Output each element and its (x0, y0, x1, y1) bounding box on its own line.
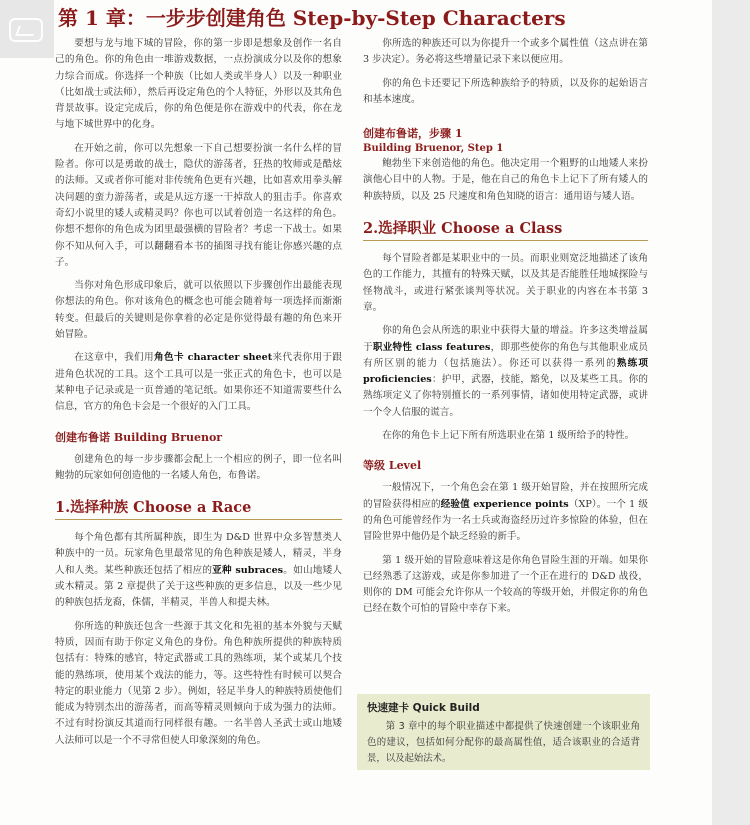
heading-building-bruenor: 创建布鲁诺 Building Bruenor (55, 430, 223, 444)
right-column (363, 36, 648, 625)
class-paragraph-2 (363, 323, 648, 421)
intro-paragraph-1: 要想与龙与地下城的冒险，你的第一步即是想象及创作一名自己的角色。你的角色由一堆游戏数据，一点扮演成分以及你的想象力综合而成。你选择一个种族（比如人类或半身人）以及一种职业（比如战士或法师），然后再设定角色的个人特征，外形以及其角色背景故事。设定完成后，你的角色便是你在游戏中的代表，你在龙与地下城世界中的化身。 (55, 38, 342, 131)
intro-paragraph-4-start: 在这章中，我们用 (74, 352, 155, 364)
heading-level: 等级 Level (363, 459, 422, 473)
level-paragraph-1 (363, 480, 648, 545)
heading-building-step1-en: Building Bruenor, Step 1 (363, 143, 504, 155)
race-paragraph-1-end: 。如山地矮人或木精灵。第 2 章提供了关于这些种族的更多信息，以及一些少见的种族包括龙裔，侏儒，半精灵，半兽人和提夫林。 (55, 564, 343, 609)
class-paragraph-1: 每个冒险者都是某职业中的一员。而职业则宽泛地描述了该角色的工作能力，其擅有的特殊天赋，以及其是否能胜任地城探险与怪物战斗，或进行紧张谈判等状况。关于职业的内容在本书第 3 章。 (363, 253, 648, 313)
heading-building-step1 (363, 126, 648, 156)
step1-paragraph: 鲍勃坐下来创造他的角色。他决定用一个粗野的山地矮人来扮演他心目中的人物。于是，他在自己的角色卡上记下了所有矮人的种族特质，以及 25 尺速度和角色知晓的语言：通用语与矮人语。 (363, 158, 648, 202)
race-paragraph-2: 你所选的种族还包含一些源于其文化和先祖的基本外貌与天赋特质，因而有助于你定义角色的身份。角色种族所提供的种族特质包括有：特殊的感官，特定武器或工具的熟练项，某个或某几个技能的熟练项，使用某个戏法的能力，等。这些特性有时候可以契合特定的职业能力（见第 2 步）。例如，轻足半身人的种族特质使他们能成为特别杰出的游荡者，而高等精灵则倾向于成为强力的法师。不过有时扮演反其道而行同样很有趣。一名半兽人圣武士或山地矮人法师可以是一个不寻常但使人印象深刻的角色。 (55, 620, 342, 746)
term-character-sheet: 角色卡 character sheet (154, 352, 273, 364)
level-paragraph-2: 第 1 级开始的冒险意味着这是你角色冒险生涯的开端。如果你已经熟悉了这游戏，或是你参加进了一个正在进行的 D&D 战役，则你的 DM 可能会允许你从一个较高的等级开始，并假定你的角色已经在数个可怕的冒险中幸存下来。 (363, 554, 648, 615)
term-proficiencies: 熟练项 proficiencies (363, 357, 649, 386)
class-paragraph-2-a: 你的角色会从所选的职业中获得大量的增益。许多这类增益属于 (363, 325, 648, 353)
term-experience-points: 经验值 experience points (440, 498, 569, 510)
class-paragraph-2-b: ，即那些使你的角色与其他职业成员有所区别的能力（包括施法）。你还可以获得一系列的 (363, 341, 649, 369)
level-paragraph-1-a: 一般情况下，一个角色会在第 1 级开始冒险，并在按照所完成的冒险获得相应的 (363, 482, 648, 510)
race-paragraph-3: 你所选的种族还可以为你提升一个或多个属性值（这点讲在第 3 步决定）。务必将这些增量记录下来以便应用。 (363, 38, 648, 66)
video-player-corner-overlay (0, 0, 54, 58)
class-paragraph-2-c: ：护甲，武器，技能，豁免，以及某些工具。你的熟练项定义了你特别擅长的一系列事情，诸如使用特定武器，或讲一个令人信服的谎言。 (363, 374, 648, 418)
intro-paragraph-3: 当你对角色形成印象后，就可以依照以下步骤创作出最能表现你想法的角色。你对该角色的概念也可能会随着每一项选择而渐渐转变。但最后的关键则是你拿着的必定是你觉得最有趣的角色来开始冒险。 (55, 280, 342, 341)
quick-build-sidebar (357, 694, 650, 770)
race-paragraph-1 (55, 530, 342, 611)
intro-paragraph-4 (55, 350, 342, 415)
chapter-title: 第 1 章：一步步创建角色 Step-by-Step Characters (58, 6, 566, 30)
intro-paragraph-4-end: 来代表你用于跟进角色状况的工具。这个工具可以是一张正式的角色卡，也可以是某种电子记录或是一页普通的笔记纸。如果你还不知道需要些什么信息，官方的角色卡会是一个很好的入门工具。 (55, 352, 343, 413)
term-subraces: 亚种 subraces (212, 564, 284, 576)
video-icon (9, 18, 43, 42)
quick-build-text: 第 3 章中的每个职业描述中都提供了快速创建一个该职业角色的建议，包括如何分配你的最高属性值，适合该职业的合适背景，以及起始法术。 (367, 721, 640, 764)
left-column (55, 36, 342, 756)
term-class-features: 职业特性 class features (372, 341, 491, 353)
intro-paragraph-2: 在开始之前，你可以先想象一下自己想要扮演一名什么样的冒险者。你可以是勇敢的战士，隐伏的游荡者，狂热的牧师或是酷炫的法师。又或者你可能对非传统角色更有兴趣，比如喜欢用拳头解决问题的蛮力游荡者，或是从远方逐一干掉敌人的狙击手。你喜欢奇幻小说里的矮人或精灵吗？你也可以试着创造一名这样的角色。你想不想你的角色成为团里最强横的冒险者？考虑一下战士。如果你不知从何入手，可以翻翻看本书的插图寻找有能让你感兴趣的点子。 (55, 142, 342, 268)
race-paragraph-1-start: 每个角色都有其所属种族，即生为 D&D 世界中众多智慧类人种族中的一员。玩家角色里最常见的角色种族是矮人，精灵，半身人和人类。某些种族还包括了相应的 (55, 532, 342, 576)
heading-building-step1-cn: 创建布鲁诺，步骤 1 (363, 127, 463, 141)
side-scroll-rail[interactable] (712, 0, 750, 825)
quick-build-title: 快速建卡 Quick Build (367, 702, 480, 714)
class-paragraph-3: 在你的角色卡上记下所有所选职业在第 1 级所给予的特性。 (382, 430, 635, 442)
heading-choose-class: 2.选择职业 Choose a Class (363, 219, 648, 241)
building-paragraph: 创建角色的每一步步骤都会配上一个相应的例子，即一位名叫鲍勃的玩家如何创造他的一名矮人角色，布鲁诺。 (55, 453, 342, 481)
level-paragraph-1-b: （XP）。一个 1 级的角色可能曾经作为一名士兵或海盗经历过许多惊险的体验，但在冒险世界中他仍是个缺乏经验的新手。 (363, 498, 648, 543)
heading-choose-race: 1.选择种族 Choose a Race (55, 498, 342, 520)
race-paragraph-4: 你的角色卡还要记下所选种族给予的特质，以及你的起始语言和基本速度。 (363, 77, 648, 105)
